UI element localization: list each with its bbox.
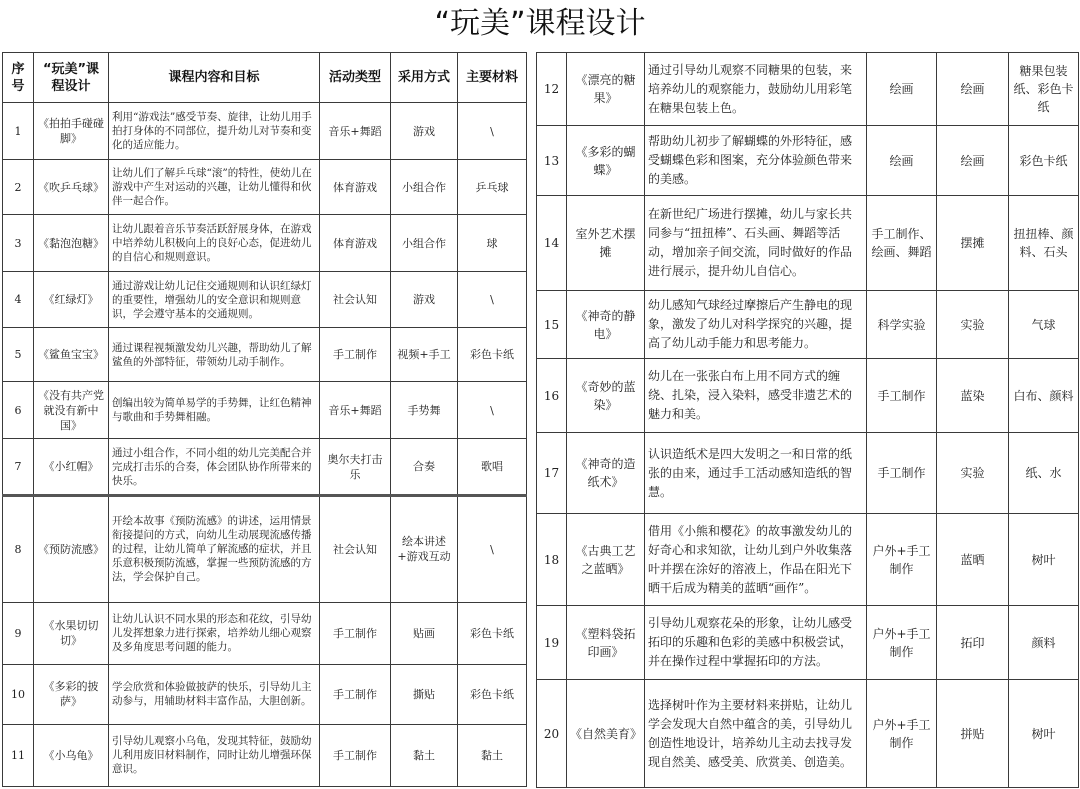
table-row — [3, 382, 527, 439]
activity-type: 科学实验 — [867, 291, 937, 359]
course-content: 通过小组合作，不同小组的幼儿完美配合并完成打击乐的合奏，体会团队协作所带来的快乐。 — [109, 439, 320, 495]
material: 糖果包装纸、彩色卡纸 — [1009, 53, 1079, 126]
course-content: 通过引导幼儿观察不同糖果的包装，来培养幼儿的观察能力，鼓励幼儿用彩笔在糖果包装上色。 — [645, 53, 867, 126]
course-name: 《黏泡泡糖》 — [34, 215, 109, 272]
row-no: 8 — [3, 495, 34, 602]
row-no: 1 — [3, 103, 34, 160]
table-row — [537, 196, 1079, 291]
activity-type: 手工制作 — [320, 724, 391, 786]
method: 撕贴 — [391, 664, 458, 724]
method: 小组合作 — [391, 160, 458, 215]
course-name: 《拍拍手碰碰脚》 — [34, 103, 109, 160]
material: 乒乓球 — [458, 160, 527, 215]
course-name: 《预防流感》 — [34, 495, 109, 602]
material: 球 — [458, 215, 527, 272]
material: 纸、水 — [1009, 433, 1079, 514]
course-content: 开绘本故事《预防流感》的讲述，运用情景衔接提问的方式，向幼儿生动展现流感传播的过程，让幼儿简单了解流感的症状，并且乐意积极预防流感，掌握一些预防流感的方法，学会保护自己。 — [109, 495, 320, 602]
activity-type: 户外+手工制作 — [867, 514, 937, 606]
method: 摆摊 — [937, 196, 1009, 291]
material: 彩色卡纸 — [458, 328, 527, 382]
course-content: 让幼儿们了解乒乓球“滚”的特性，使幼儿在游戏中产生对运动的兴趣，让幼儿懂得和伙伴一起合作。 — [109, 160, 320, 215]
course-table-right — [536, 52, 1079, 788]
material: 彩色卡纸 — [1009, 126, 1079, 196]
material: 扭扭棒、颜料、石头 — [1009, 196, 1079, 291]
material: 歌唱 — [458, 439, 527, 495]
table-row — [537, 606, 1079, 680]
course-name: 《水果切切切》 — [34, 602, 109, 664]
course-table-left — [2, 52, 527, 787]
table-row — [537, 680, 1079, 788]
course-content: 幼儿在一张张白布上用不同方式的缠绕、扎染，浸入染料，感受非遗艺术的魅力和美。 — [645, 359, 867, 433]
activity-type: 音乐+舞蹈 — [320, 382, 391, 439]
method: 游戏 — [391, 272, 458, 328]
activity-type: 手工制作 — [867, 433, 937, 514]
course-name: 《漂亮的糖果》 — [567, 53, 645, 126]
row-no: 6 — [3, 382, 34, 439]
material: \ — [458, 495, 527, 602]
course-content: 学会欣赏和体验做披萨的快乐，引导幼儿主动参与，用辅助材料丰富作品，大胆创新。 — [109, 664, 320, 724]
table-row — [537, 53, 1079, 126]
course-content: 引导幼儿观察小乌龟，发现其特征，鼓励幼儿利用废旧材料制作，同时让幼儿增强环保意识。 — [109, 724, 320, 786]
table-row — [3, 724, 527, 786]
table-row — [3, 439, 527, 495]
course-content: 借用《小熊和樱花》的故事激发幼儿的好奇心和求知欲，让幼儿到户外收集落叶并摆在涂好的溶液上，作品在阳光下晒干后成为精美的蓝晒“画作”。 — [645, 514, 867, 606]
row-no: 16 — [537, 359, 567, 433]
material: 气球 — [1009, 291, 1079, 359]
course-name: 《自然美育》 — [567, 680, 645, 788]
row-no: 11 — [3, 724, 34, 786]
course-content: 引导幼儿观察花朵的形象，让幼儿感受拓印的乐趣和色彩的美感中积极尝试，并在操作过程中掌握拓印的方法。 — [645, 606, 867, 680]
activity-type: 社会认知 — [320, 495, 391, 602]
activity-type: 社会认知 — [320, 272, 391, 328]
course-content: 帮助幼儿初步了解蝴蝶的外形特征，感受蝴蝶色彩和图案，充分体验颜色带来的美感。 — [645, 126, 867, 196]
activity-type: 手工制作 — [320, 602, 391, 664]
table-row — [537, 433, 1079, 514]
row-no: 9 — [3, 602, 34, 664]
row-no: 5 — [3, 328, 34, 382]
course-content: 通过课程视频激发幼儿兴趣，帮助幼儿了解鲨鱼的外部特征，带领幼儿动手制作。 — [109, 328, 320, 382]
table-row — [3, 328, 527, 382]
course-name: 《塑料袋拓印画》 — [567, 606, 645, 680]
row-no: 15 — [537, 291, 567, 359]
row-no: 18 — [537, 514, 567, 606]
material: \ — [458, 103, 527, 160]
row-no: 7 — [3, 439, 34, 495]
table-row — [537, 359, 1079, 433]
material: 彩色卡纸 — [458, 664, 527, 724]
course-content: 利用“游戏法”感受节奏、旋律，让幼儿用手拍打身体的不同部位，提升幼儿对节奏和变化的适应能力。 — [109, 103, 320, 160]
material: 树叶 — [1009, 680, 1079, 788]
course-name: 《小红帽》 — [34, 439, 109, 495]
page-title: “玩美”课程设计 — [434, 6, 646, 41]
activity-type: 手工制作 — [320, 328, 391, 382]
course-content: 选择树叶作为主要材料来拼贴，让幼儿学会发现大自然中蕴含的美，引导幼儿创造性地设计，培养幼儿主动去找寻发现自然美、感受美、欣赏美、创造美。 — [645, 680, 867, 788]
material: 颜料 — [1009, 606, 1079, 680]
activity-type: 音乐+舞蹈 — [320, 103, 391, 160]
course-content: 让幼儿认识不同水果的形态和花纹，引导幼儿发挥想象力进行探索，培养幼儿细心观察及多角度思考问题的能力。 — [109, 602, 320, 664]
method: 实验 — [937, 291, 1009, 359]
table-row — [3, 215, 527, 272]
course-name: 《吹乒乓球》 — [34, 160, 109, 215]
table-row — [3, 664, 527, 724]
course-name: 《古典工艺之蓝晒》 — [567, 514, 645, 606]
table-row — [3, 103, 527, 160]
activity-type: 奥尔夫打击乐 — [320, 439, 391, 495]
method: 视频+手工 — [391, 328, 458, 382]
table-row — [537, 126, 1079, 196]
row-no: 2 — [3, 160, 34, 215]
activity-type: 体育游戏 — [320, 215, 391, 272]
header-type: 活动类型 — [320, 53, 391, 103]
activity-type: 绘画 — [867, 53, 937, 126]
course-name: 《神奇的静电》 — [567, 291, 645, 359]
table-row — [537, 291, 1079, 359]
row-no: 14 — [537, 196, 567, 291]
activity-type: 户外+手工制作 — [867, 680, 937, 788]
table-row — [3, 272, 527, 328]
row-no: 13 — [537, 126, 567, 196]
activity-type: 户外+手工制作 — [867, 606, 937, 680]
table-row — [3, 602, 527, 664]
method: 游戏 — [391, 103, 458, 160]
course-content: 让幼儿跟着音乐节奏活跃舒展身体，在游戏中培养幼儿积极向上的良好心态，促进幼儿的自信心和规则意识。 — [109, 215, 320, 272]
method: 拓印 — [937, 606, 1009, 680]
course-name: 《神奇的造纸术》 — [567, 433, 645, 514]
course-content: 通过游戏让幼儿记住交通规则和认识红绿灯的重要性，增强幼儿的安全意识和规则意识，学会遵守基本的交通规则。 — [109, 272, 320, 328]
method: 合奏 — [391, 439, 458, 495]
course-content: 幼儿感知气球经过摩擦后产生静电的现象，激发了幼儿对科学探究的兴趣，提高了幼儿动手能力和思考能力。 — [645, 291, 867, 359]
method: 黏土 — [391, 724, 458, 786]
activity-type: 绘画 — [867, 126, 937, 196]
material: \ — [458, 382, 527, 439]
row-no: 20 — [537, 680, 567, 788]
activity-type: 体育游戏 — [320, 160, 391, 215]
row-no: 19 — [537, 606, 567, 680]
material: 黏土 — [458, 724, 527, 786]
course-name: 《奇妙的蓝染》 — [567, 359, 645, 433]
header-material: 主要材料 — [458, 53, 527, 103]
course-name: 《多彩的披萨》 — [34, 664, 109, 724]
row-no: 12 — [537, 53, 567, 126]
material: \ — [458, 272, 527, 328]
table-row — [3, 495, 527, 602]
material: 彩色卡纸 — [458, 602, 527, 664]
course-content: 认识造纸术是四大发明之一和日常的纸张的由来，通过手工活动感知造纸的智慧。 — [645, 433, 867, 514]
method: 实验 — [937, 433, 1009, 514]
row-no: 17 — [537, 433, 567, 514]
row-no: 10 — [3, 664, 34, 724]
header-method: 采用方式 — [391, 53, 458, 103]
header-content: 课程内容和目标 — [109, 53, 320, 103]
course-name: 《红绿灯》 — [34, 272, 109, 328]
material: 白布、颜料 — [1009, 359, 1079, 433]
course-content: 创编出较为简单易学的手势舞，让红色精神与歌曲和手势舞相融。 — [109, 382, 320, 439]
course-name: 《小乌龟》 — [34, 724, 109, 786]
material: 树叶 — [1009, 514, 1079, 606]
course-name: 《没有共产党就没有新中国》 — [34, 382, 109, 439]
course-content: 在新世纪广场进行摆摊，幼儿与家长共同参与“扭扭棒”、石头画、舞蹈等活动，增加亲子间交流，同时做好的作品进行展示，提升幼儿自信心。 — [645, 196, 867, 291]
method: 小组合作 — [391, 215, 458, 272]
course-name: 《鲨鱼宝宝》 — [34, 328, 109, 382]
header-design: “玩美”课程设计 — [34, 53, 109, 103]
activity-type: 手工制作、绘画、舞蹈 — [867, 196, 937, 291]
method: 绘画 — [937, 53, 1009, 126]
method: 蓝晒 — [937, 514, 1009, 606]
method: 拼贴 — [937, 680, 1009, 788]
row-no: 3 — [3, 215, 34, 272]
method: 贴画 — [391, 602, 458, 664]
activity-type: 手工制作 — [320, 664, 391, 724]
table-header-row — [3, 53, 527, 103]
method: 绘画 — [937, 126, 1009, 196]
table-row — [537, 514, 1079, 606]
method: 蓝染 — [937, 359, 1009, 433]
activity-type: 手工制作 — [867, 359, 937, 433]
method: 手势舞 — [391, 382, 458, 439]
table-row — [3, 160, 527, 215]
course-name: 《多彩的蝴蝶》 — [567, 126, 645, 196]
course-name: 室外艺术摆摊 — [567, 196, 645, 291]
row-no: 4 — [3, 272, 34, 328]
method: 绘本讲述+游戏互动 — [391, 495, 458, 602]
header-no: 序号 — [3, 53, 34, 103]
